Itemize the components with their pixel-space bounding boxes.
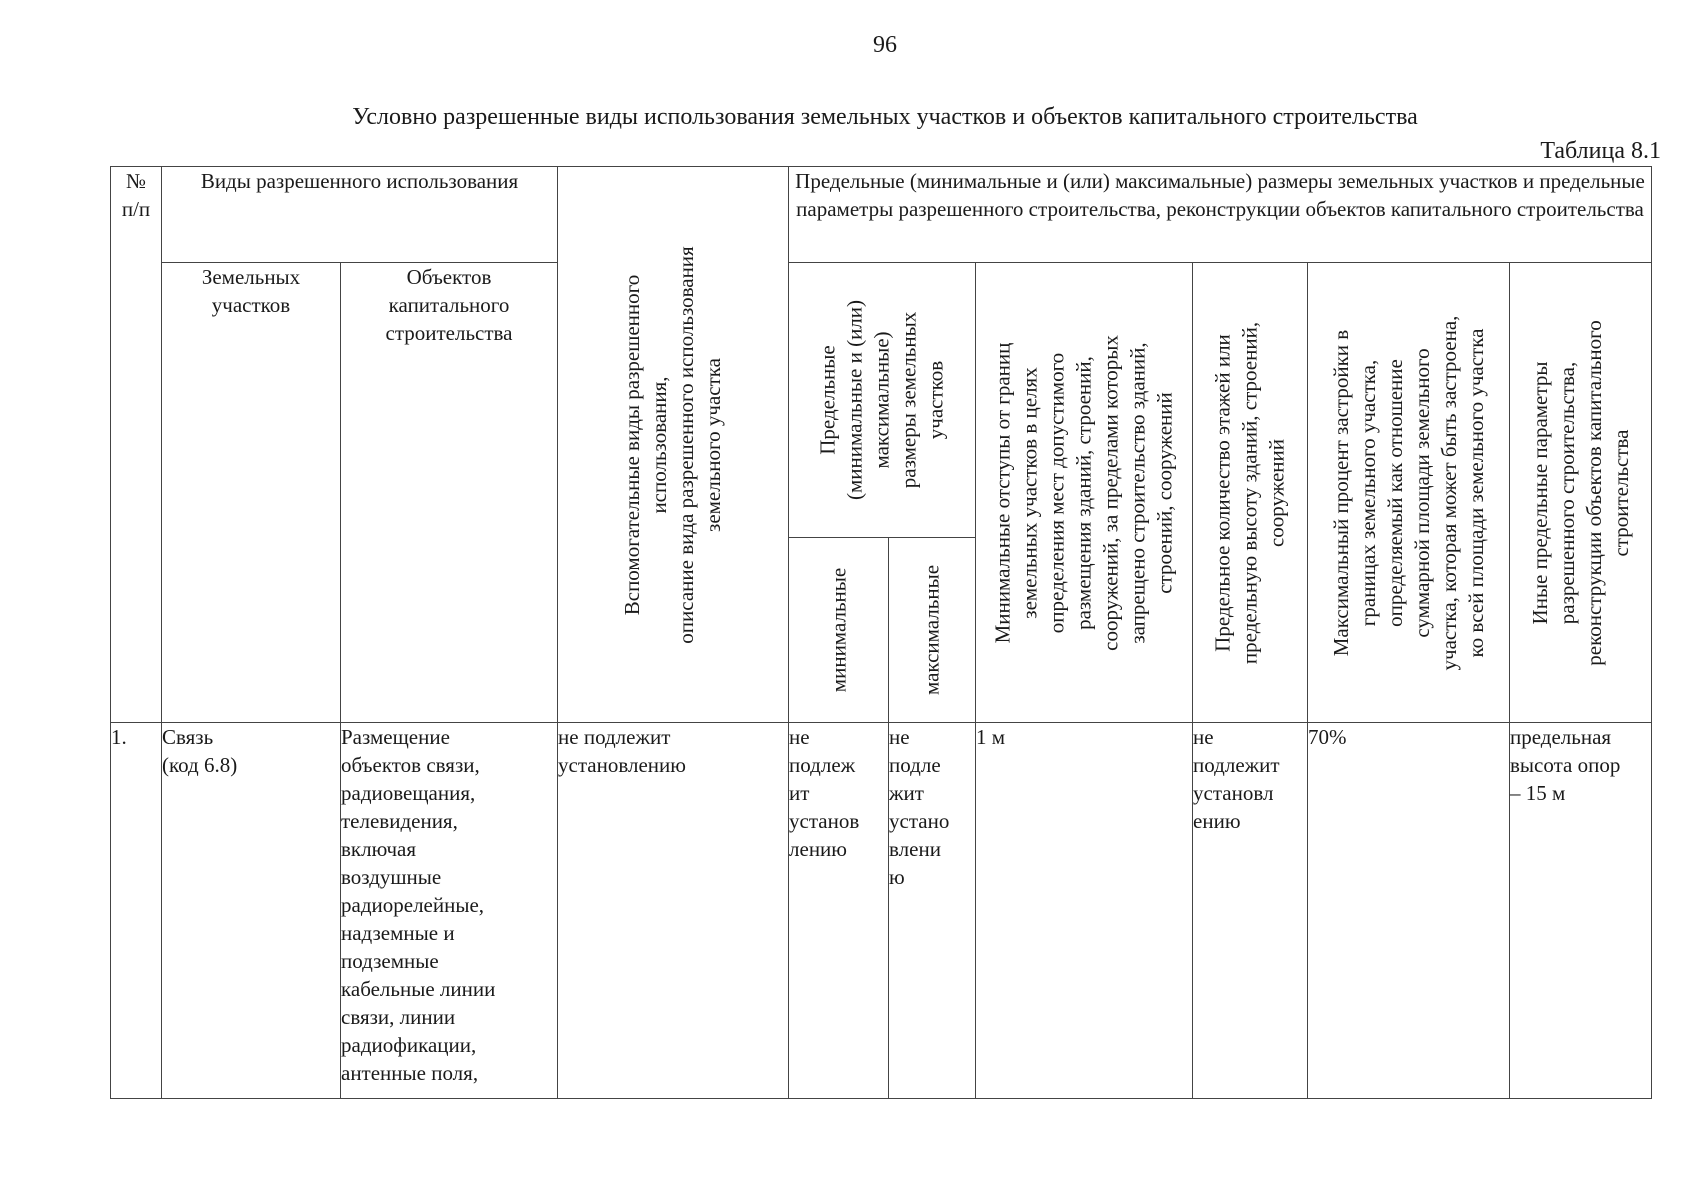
header-permitted-uses: Виды разрешенного использования	[162, 167, 558, 263]
header-setbacks	[976, 263, 1193, 723]
cell-min: не подлеж ит установ лению	[789, 723, 889, 1099]
header-land-plots: Земельных участков	[162, 263, 341, 723]
document-title: Условно разрешенные виды использования земельных участков и объектов капитального строительства	[352, 104, 1418, 130]
header-minimal-text: минимальные	[826, 567, 851, 693]
header-num: № п/п	[111, 167, 162, 723]
header-setbacks-text: Минимальные отступы от границ земельных участков в целях определения мест допустимого размещения зданий, строений, сооружений, за пределами которых запрещено строительство зданий, строений, сооружений	[990, 334, 1177, 651]
cell-capital-object: Размещение объектов связи, радиовещания, телевидения, включая воздушные радиорелейные, надземные и подземные кабельные линии связи, линии радиофикации, антенные поля,	[341, 723, 558, 1099]
cell-auxiliary: не подлежит установлению	[558, 723, 789, 1099]
header-limits: Предельные (минимальные и (или) максимальные) размеры земельных участков и предельные параметры разрешенного строительства, реконструкции объектов капитального строительства	[789, 167, 1652, 263]
table-row	[111, 723, 1652, 1099]
header-auxiliary	[558, 167, 789, 723]
permitted-uses-table	[110, 166, 1652, 1099]
header-other-text: Иные предельные параметры разрешенного строительства, реконструкции объектов капитального строительства	[1527, 319, 1633, 666]
header-floors	[1193, 263, 1308, 723]
header-maximal-text: максимальные	[919, 564, 944, 696]
cell-num: 1.	[111, 723, 162, 1099]
cell-floors: не подлежит установл ению	[1193, 723, 1308, 1099]
table-label: Таблица 8.1	[1540, 138, 1661, 164]
header-capital-objects: Объектов капитального строительства	[341, 263, 558, 723]
cell-land-plot: Связь (код 6.8)	[162, 723, 341, 1099]
cell-coverage: 70%	[1308, 723, 1510, 1099]
header-floors-text: Предельное количество этажей или предельную высоту зданий, строений, сооружений	[1210, 321, 1289, 664]
header-coverage	[1308, 263, 1510, 723]
header-maximal	[889, 538, 976, 723]
header-plot-sizes-text: Предельные (минимальные и (или) максимальные) размеры земельных участков	[815, 299, 948, 501]
header-minimal	[789, 538, 889, 723]
header-coverage-text: Максимальный процент застройки в границах земельного участка, определяемый как отношение суммарной площади земельного участка, которая может быть застроена, ко всей площади земельного участка	[1328, 315, 1488, 670]
header-plot-sizes	[789, 263, 976, 538]
header-auxiliary-text: Вспомогательные виды разрешенного использования, описание вида разрешенного использования земельного участка	[620, 245, 726, 644]
cell-other: предельная высота опор – 15 м	[1510, 723, 1652, 1099]
cell-setback: 1 м	[976, 723, 1193, 1099]
header-other	[1510, 263, 1652, 723]
page-number: 96	[873, 32, 897, 58]
cell-max: не подле жит устано влени ю	[889, 723, 976, 1099]
